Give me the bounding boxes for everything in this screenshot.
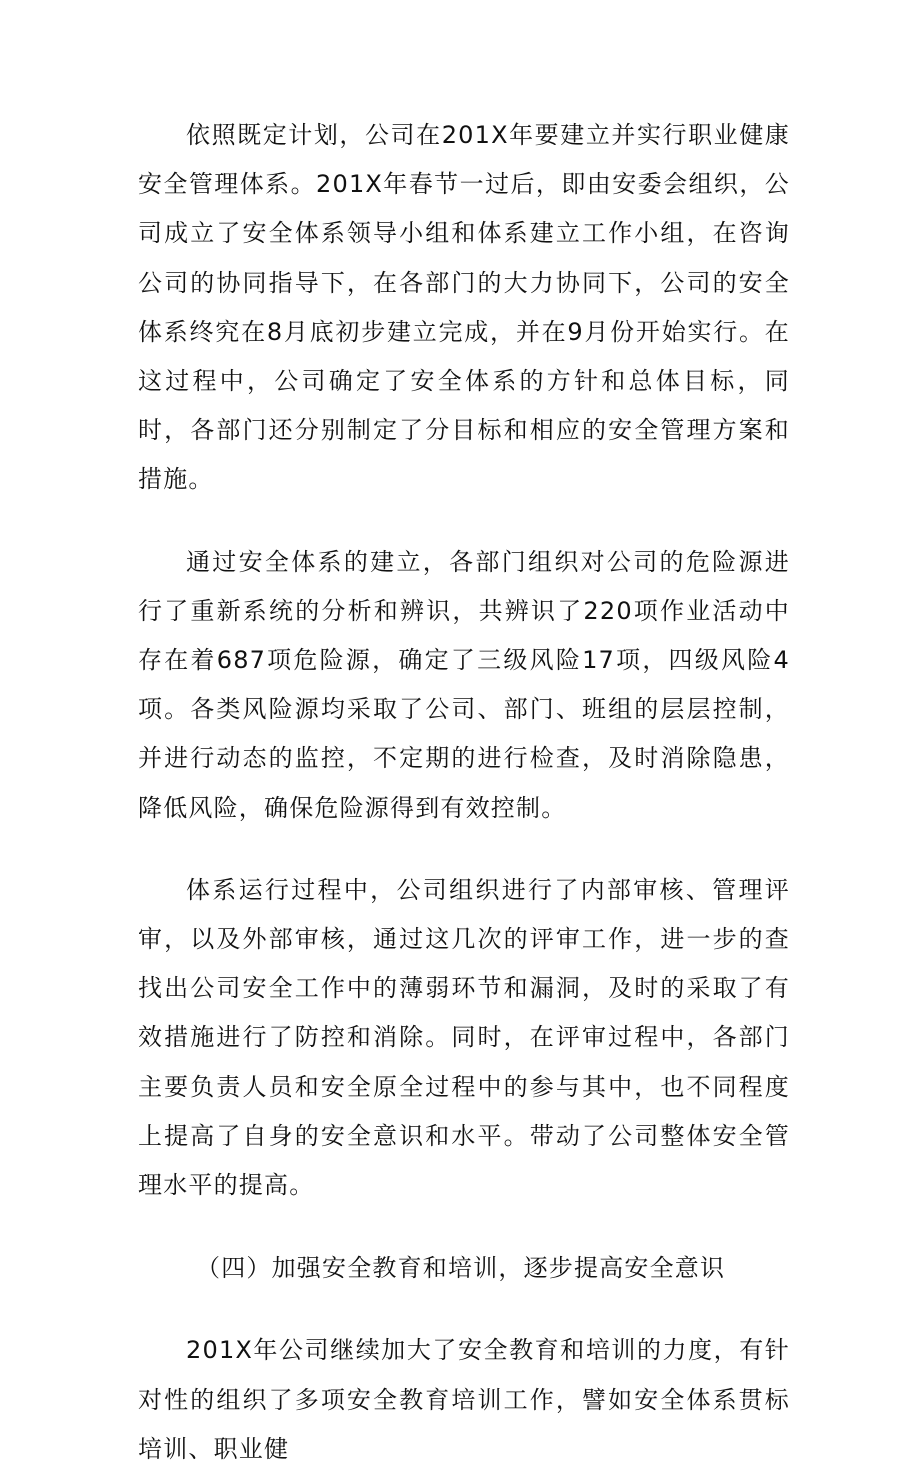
paragraph-safety-training: 201X年公司继续加大了安全教育和培训的力度，有针对性的组织了多项安全教育培训工作，譬如安全体系贯标培训、职业健: [138, 1336, 790, 1463]
paragraph-hazard-identification: 通过安全体系的建立，各部门组织对公司的危险源进行了重新系统的分析和辨识，共辨识了220项作业活动中存在着687项危险源，确定了三级风险17项，四级风险4项。各类风险源均采取了公司、部门、班组的层层控制，并进行动态的监控，不定期的进行检查，及时消除隐患，降低风险，确保危险源得到有效控制。: [138, 547, 790, 822]
paragraph-safety-system-plan: 依照既定计划，公司在201X年要建立并实行职业健康安全管理体系。201X年春节一过后，即由安委会组织，公司成立了安全体系领导小组和体系建立工作小组，在咨询公司的协同指导下，在各部门的大力协同下，公司的安全体系终究在8月底初步建立完成，并在9月份开始实行。在这过程中，公司确定了安全体系的方针和总体目标，同时，各部门还分别制定了分目标和相应的安全管理方案和措施。: [138, 121, 790, 494]
document-body: [138, 111, 790, 1474]
section-heading: （四）加强安全教育和培训，逐步提高安全意识: [196, 1254, 726, 1283]
paragraph-audit-review: 体系运行过程中，公司组织进行了内部审核、管理评审，以及外部审核，通过这几次的评审工作，进一步的查找出公司安全工作中的薄弱环节和漏洞，及时的采取了有效措施进行了防控和消除。同时，在评审过程中，各部门主要负责人员和安全原全过程中的参与其中，也不同程度上提高了自身的安全意识和水平。带动了公司整体安全管理水平的提高。: [138, 875, 790, 1200]
